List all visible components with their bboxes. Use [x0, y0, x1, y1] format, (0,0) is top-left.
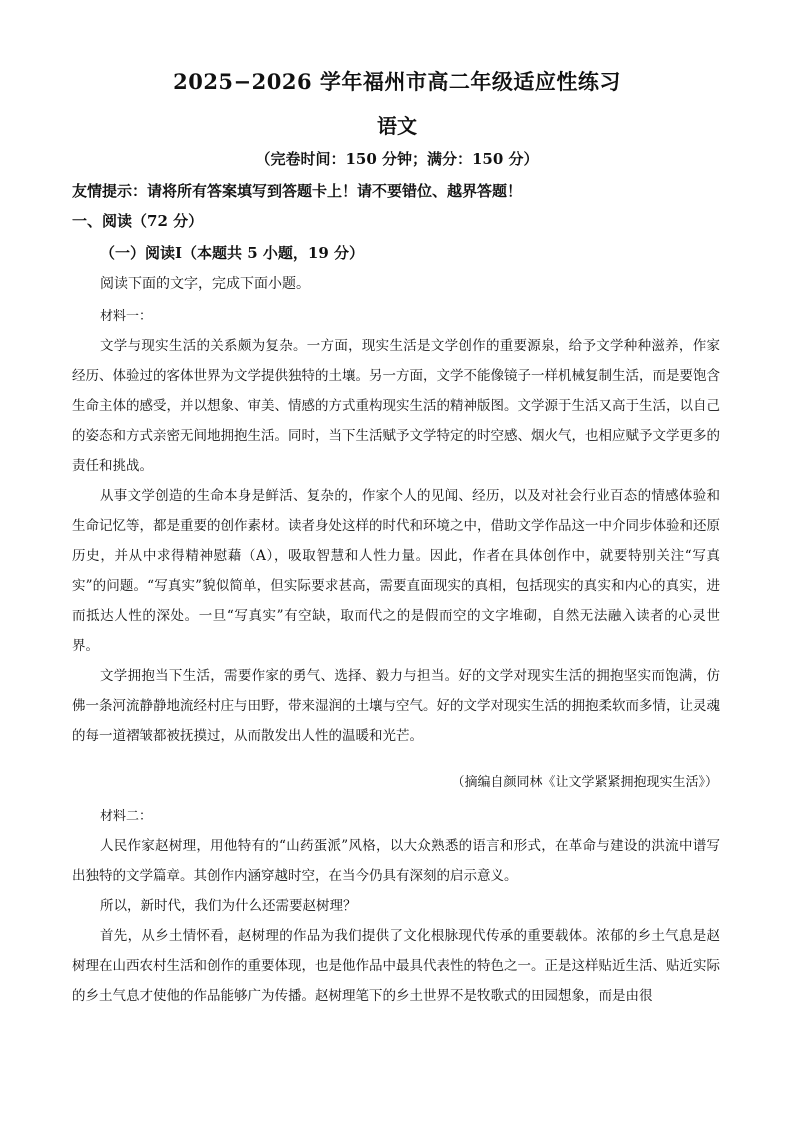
section-heading: 一、阅读（72 分） [72, 212, 204, 230]
friendly-tip: 友情提示：请将所有答案填写到答题卡上！请不要错位、越界答题！ [72, 182, 523, 200]
material-1-paragraph: 文学拥抱当下生活，需要作家的勇气、选择、毅力与担当。好的文学对现实生活的拥抱坚实而饱满，仿佛一条河流静静地流经村庄与田野，带来湿润的土壤与空气。好的文学对现实生活的拥抱柔软而多情，让灵魂的每一道褶皱都被抚摸过，从而散发出人性的温暖和光芒。 [72, 668, 720, 744]
material-1-paragraph: 文学与现实生活的关系颇为复杂。一方面，现实生活是文学创作的重要源泉，给予文学种种滋养，作家经历、体验过的客体世界为文学提供独特的土壤。另一方面，文学不能像镜子一样机械复制生活，而是要饱含生命主体的感受，并以想象、审美、情感的方式重构现实生活的精神版图。文学源于生活又高于生活，以自己的姿态和方式亲密无间地拥抱生活。同时，当下生活赋予文学特定的时空感、烟火气，也相应赋予文学更多的责任和挑战。 [72, 338, 720, 474]
material-2-label: 材料二： [100, 809, 153, 824]
exam-info: （完卷时间：150 分钟；满分：150 分） [255, 150, 539, 168]
material-1-source: （摘编自颜同林《让文学紧紧拥抱现实生活》） [451, 775, 718, 790]
material-2-paragraph: 人民作家赵树理，用他特有的“山药蛋派”风格，以大众熟悉的语言和形式，在革命与建设的洪流中谱写出独特的文学篇章。其创作内涵穿越时空，在当今仍具有深刻的启示意义。 [72, 838, 720, 884]
material-2-paragraph: 首先，从乡土情怀看，赵树理的作品为我们提供了文化根脉现代传承的重要载体。浓郁的乡土气息是赵树理在山西农村生活和创作的重要体现，也是他作品中最具代表性的特色之一。正是这样贴近生活、贴近实际的乡土气息才使他的作品能够广为传播。赵树理笔下的乡土世界不是牧歌式的田园想象，而是由很 [72, 928, 720, 1004]
material-2-paragraph: 所以，新时代，我们为什么还需要赵树理？ [100, 898, 357, 914]
material-1-body [72, 331, 720, 751]
material-1-label: 材料一： [100, 309, 153, 324]
subsection-heading: （一）阅读Ⅰ（本题共 5 小题，19 分） [100, 244, 364, 262]
exam-title: 2025−2026 学年福州市高二年级适应性练习 [173, 69, 621, 94]
material-1-paragraph: 从事文学创造的生命本身是鲜活、复杂的，作家个人的见闻、经历，以及对社会行业百态的情感体验和生命记忆等，都是重要的创作素材。读者身处这样的时代和环境之中，借助文学作品这一中介同步体验和还原历史，并从中求得精神慰藉（A），吸取智慧和人性力量。因此，作者在具体创作中，就要特别关注“写真实”的问题。“写真实”貌似简单，但实际要求甚高，需要直面现实的真相，包括现实的真实和内心的真实，进而抵达人性的深处。一旦“写真实”有空缺，取而代之的是假而空的文字堆砌，自然无法融入读者的心灵世界。 [72, 488, 720, 654]
material-2-body [72, 831, 720, 1011]
reading-instruction: 阅读下面的文字，完成下面小题。 [100, 276, 310, 292]
subject-title: 语文 [377, 114, 417, 138]
